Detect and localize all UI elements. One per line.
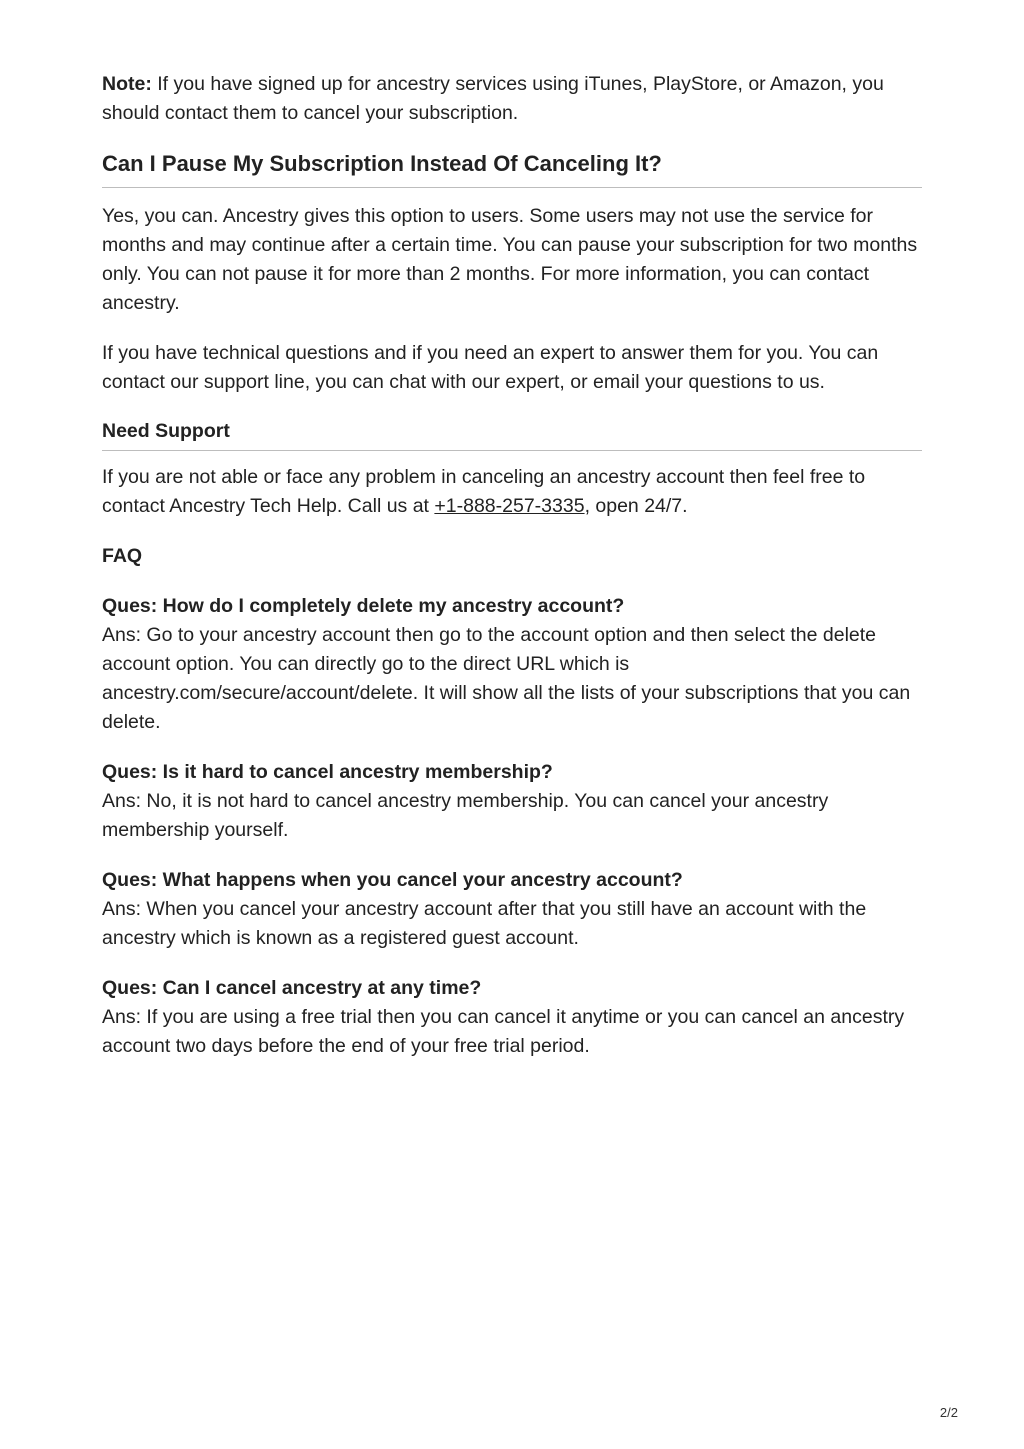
note-text: If you have signed up for ancestry services using iTunes, PlayStore, or Amazon, you should contact them to cancel your subscription.: [102, 73, 884, 124]
support-paragraph: [102, 463, 922, 521]
pause-section-heading: Can I Pause My Subscription Instead Of Canceling It?: [102, 149, 922, 188]
document-page: [102, 70, 922, 1082]
page-number: 2/2: [939, 1405, 958, 1420]
faq-question: Ques: Is it hard to cancel ancestry membership?: [102, 761, 553, 783]
note-label: Note:: [102, 73, 152, 95]
faq-item: [102, 592, 922, 737]
faq-question: Ques: How do I completely delete my ancestry account?: [102, 595, 625, 617]
support-text-after: , open 24/7.: [584, 495, 688, 517]
support-text-before: If you are not able or face any problem in canceling an ancestry account then feel free to contact Ancestry Tech Help. Call us at: [102, 466, 866, 517]
faq-answer: Ans: When you cancel your ancestry account after that you still have an account with the ancestry which is known as a registered guest account.: [102, 898, 867, 949]
faq-item: [102, 974, 922, 1061]
phone-link[interactable]: +1-888-257-3335: [434, 495, 585, 517]
faq-heading: FAQ: [102, 545, 143, 567]
faq-answer: Ans: No, it is not hard to cancel ancestry membership. You can cancel your ancestry membership yourself.: [102, 790, 829, 841]
support-section-heading: Need Support: [102, 418, 922, 451]
pause-paragraph-1: Yes, you can. Ancestry gives this option to users. Some users may not use the service for months and may continue after a certain time. You can pause your subscription for two months only. You can not pause it for more than 2 months. For more information, you can contact ancestry.: [102, 205, 918, 314]
faq-answer: Ans: Go to your ancestry account then go to the account option and then select the delete account option. You can directly go to the direct URL which is ancestry.com/secure/account/delete. It will show all the lists of your subscriptions that you can delete.: [102, 624, 911, 733]
faq-answer: Ans: If you are using a free trial then you can cancel it anytime or you can cancel an ancestry account two days before the end of your free trial period.: [102, 1006, 905, 1057]
note-paragraph: [102, 70, 922, 128]
faq-item: [102, 866, 922, 953]
faq-question: Ques: What happens when you cancel your ancestry account?: [102, 869, 683, 891]
faq-question: Ques: Can I cancel ancestry at any time?: [102, 977, 482, 999]
faq-item: [102, 758, 922, 845]
pause-paragraph-2: If you have technical questions and if you need an expert to answer them for you. You can contact our support line, you can chat with our expert, or email your questions to us.: [102, 342, 879, 393]
